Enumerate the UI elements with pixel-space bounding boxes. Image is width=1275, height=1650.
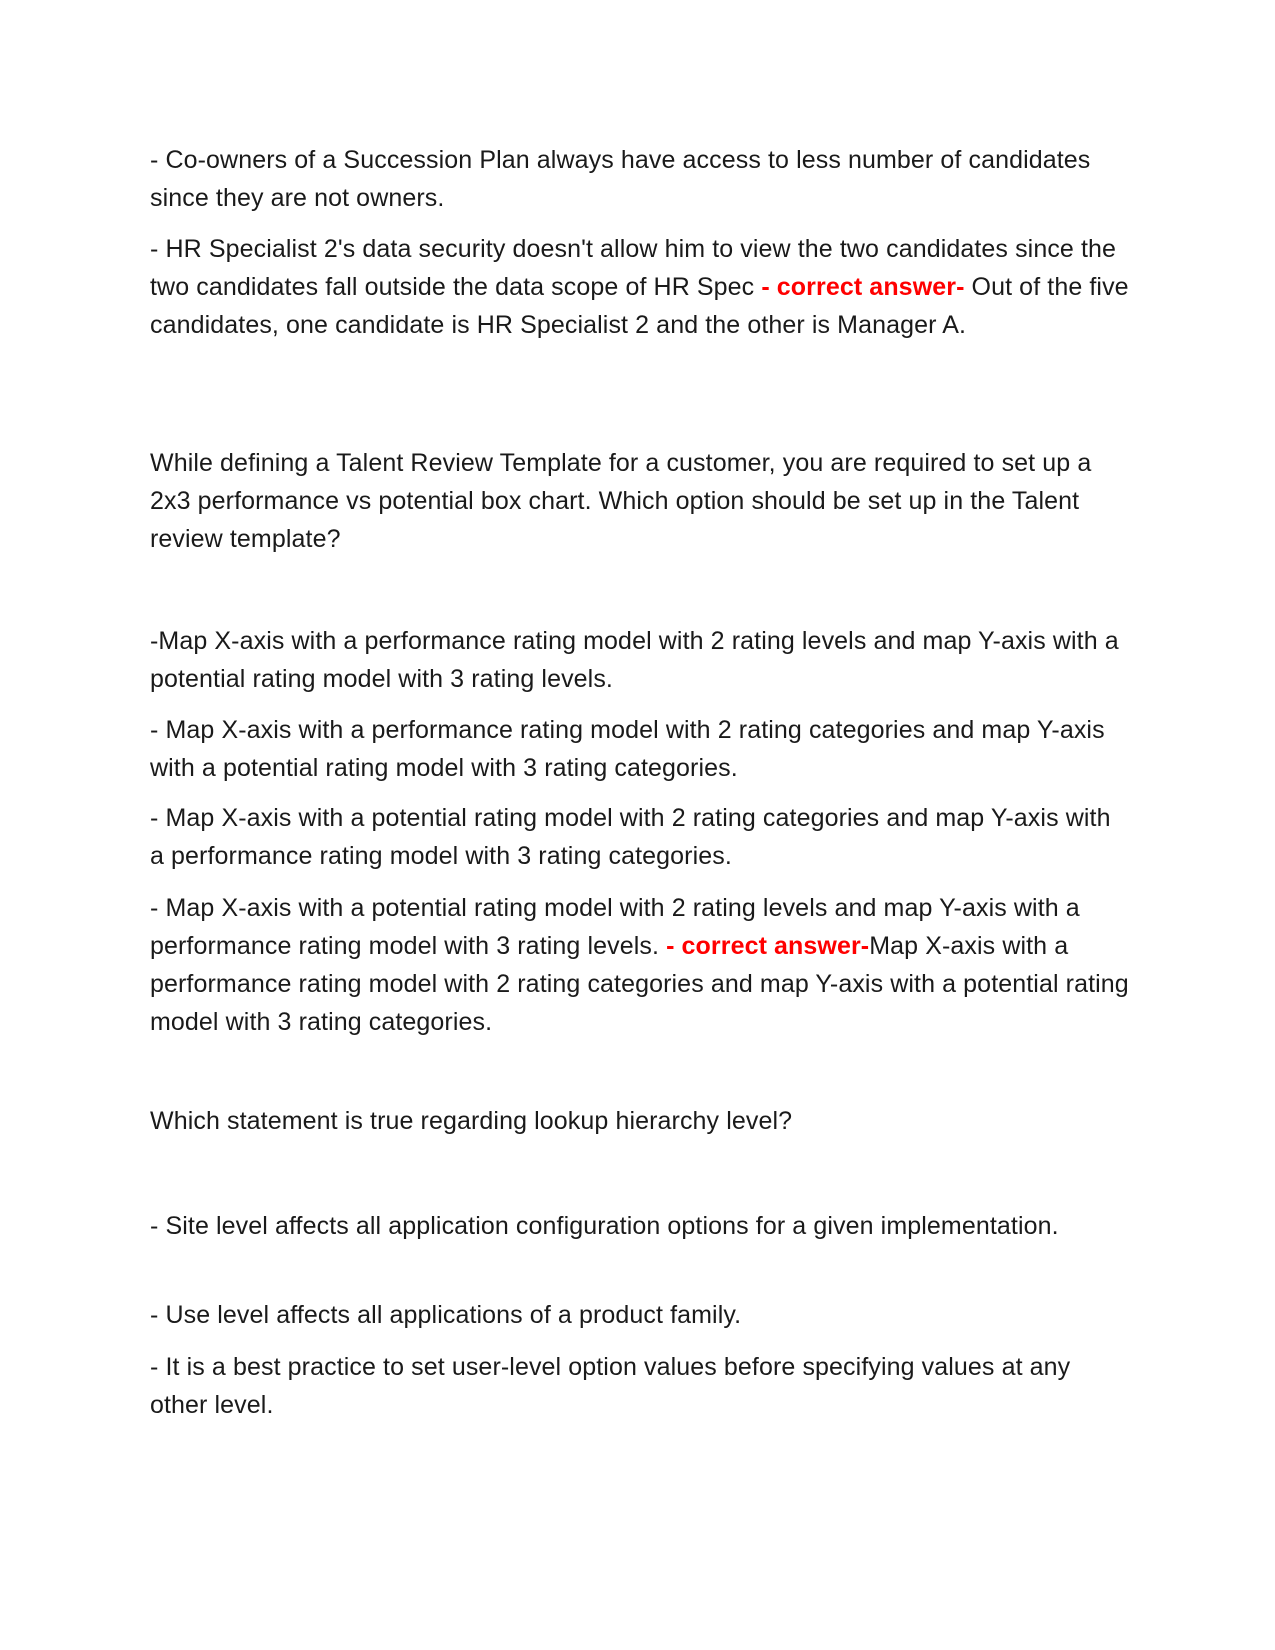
option-performance-levels: -Map X-axis with a performance rating model with 2 rating levels and map Y-axis with a potential rating model with 3 rating levels.: [150, 627, 1119, 693]
correct-answer-text: Out of the five candidates, one candidate is HR Specialist 2 and the other is Manager A.: [150, 273, 1129, 339]
correct-answer-marker: - correct answer-: [666, 932, 870, 960]
correct-answer-marker: - correct answer-: [761, 273, 965, 301]
question-talent-review: While defining a Talent Review Template for a customer, you are required to set up a 2x3 performance vs potential box chart. Which option should be set up in the Talent review template?: [150, 449, 1092, 553]
option-potential-categories: - Map X-axis with a potential rating model with 2 rating categories and map Y-axis with a performance rating model with 3 rating categories.: [150, 804, 1111, 870]
option-text: - HR Specialist 2's data security doesn't allow him to view the two candidates since the two candidates fall outside the data scope of HR Spec: [150, 235, 1117, 301]
option-use-level: - Use level affects all applications of a product family.: [150, 1301, 742, 1329]
option-performance-categories: - Map X-axis with a performance rating model with 2 rating categories and map Y-axis with a potential rating model with 3 rating categories.: [150, 716, 1105, 782]
correct-answer-text: Map X-axis with a performance rating model with 2 rating categories and map Y-axis with a potential rating model with 3 rating categories.: [150, 932, 1129, 1036]
option-hr-specialist-with-answer: [150, 230, 1130, 344]
question-lookup-hierarchy: Which statement is true regarding lookup hierarchy level?: [150, 1107, 793, 1135]
option-potential-levels-with-answer: [150, 889, 1130, 1041]
option-site-level: - Site level affects all application configuration options for a given implementation.: [150, 1212, 1059, 1240]
option-text: - Map X-axis with a potential rating model with 2 rating levels and map Y-axis with a performance rating model with 3 rating levels.: [150, 894, 1080, 960]
option-co-owners: - Co-owners of a Succession Plan always have access to less number of candidates since they are not owners.: [150, 146, 1091, 212]
option-user-level-best-practice: - It is a best practice to set user-level option values before specifying values at any other level.: [150, 1353, 1071, 1419]
